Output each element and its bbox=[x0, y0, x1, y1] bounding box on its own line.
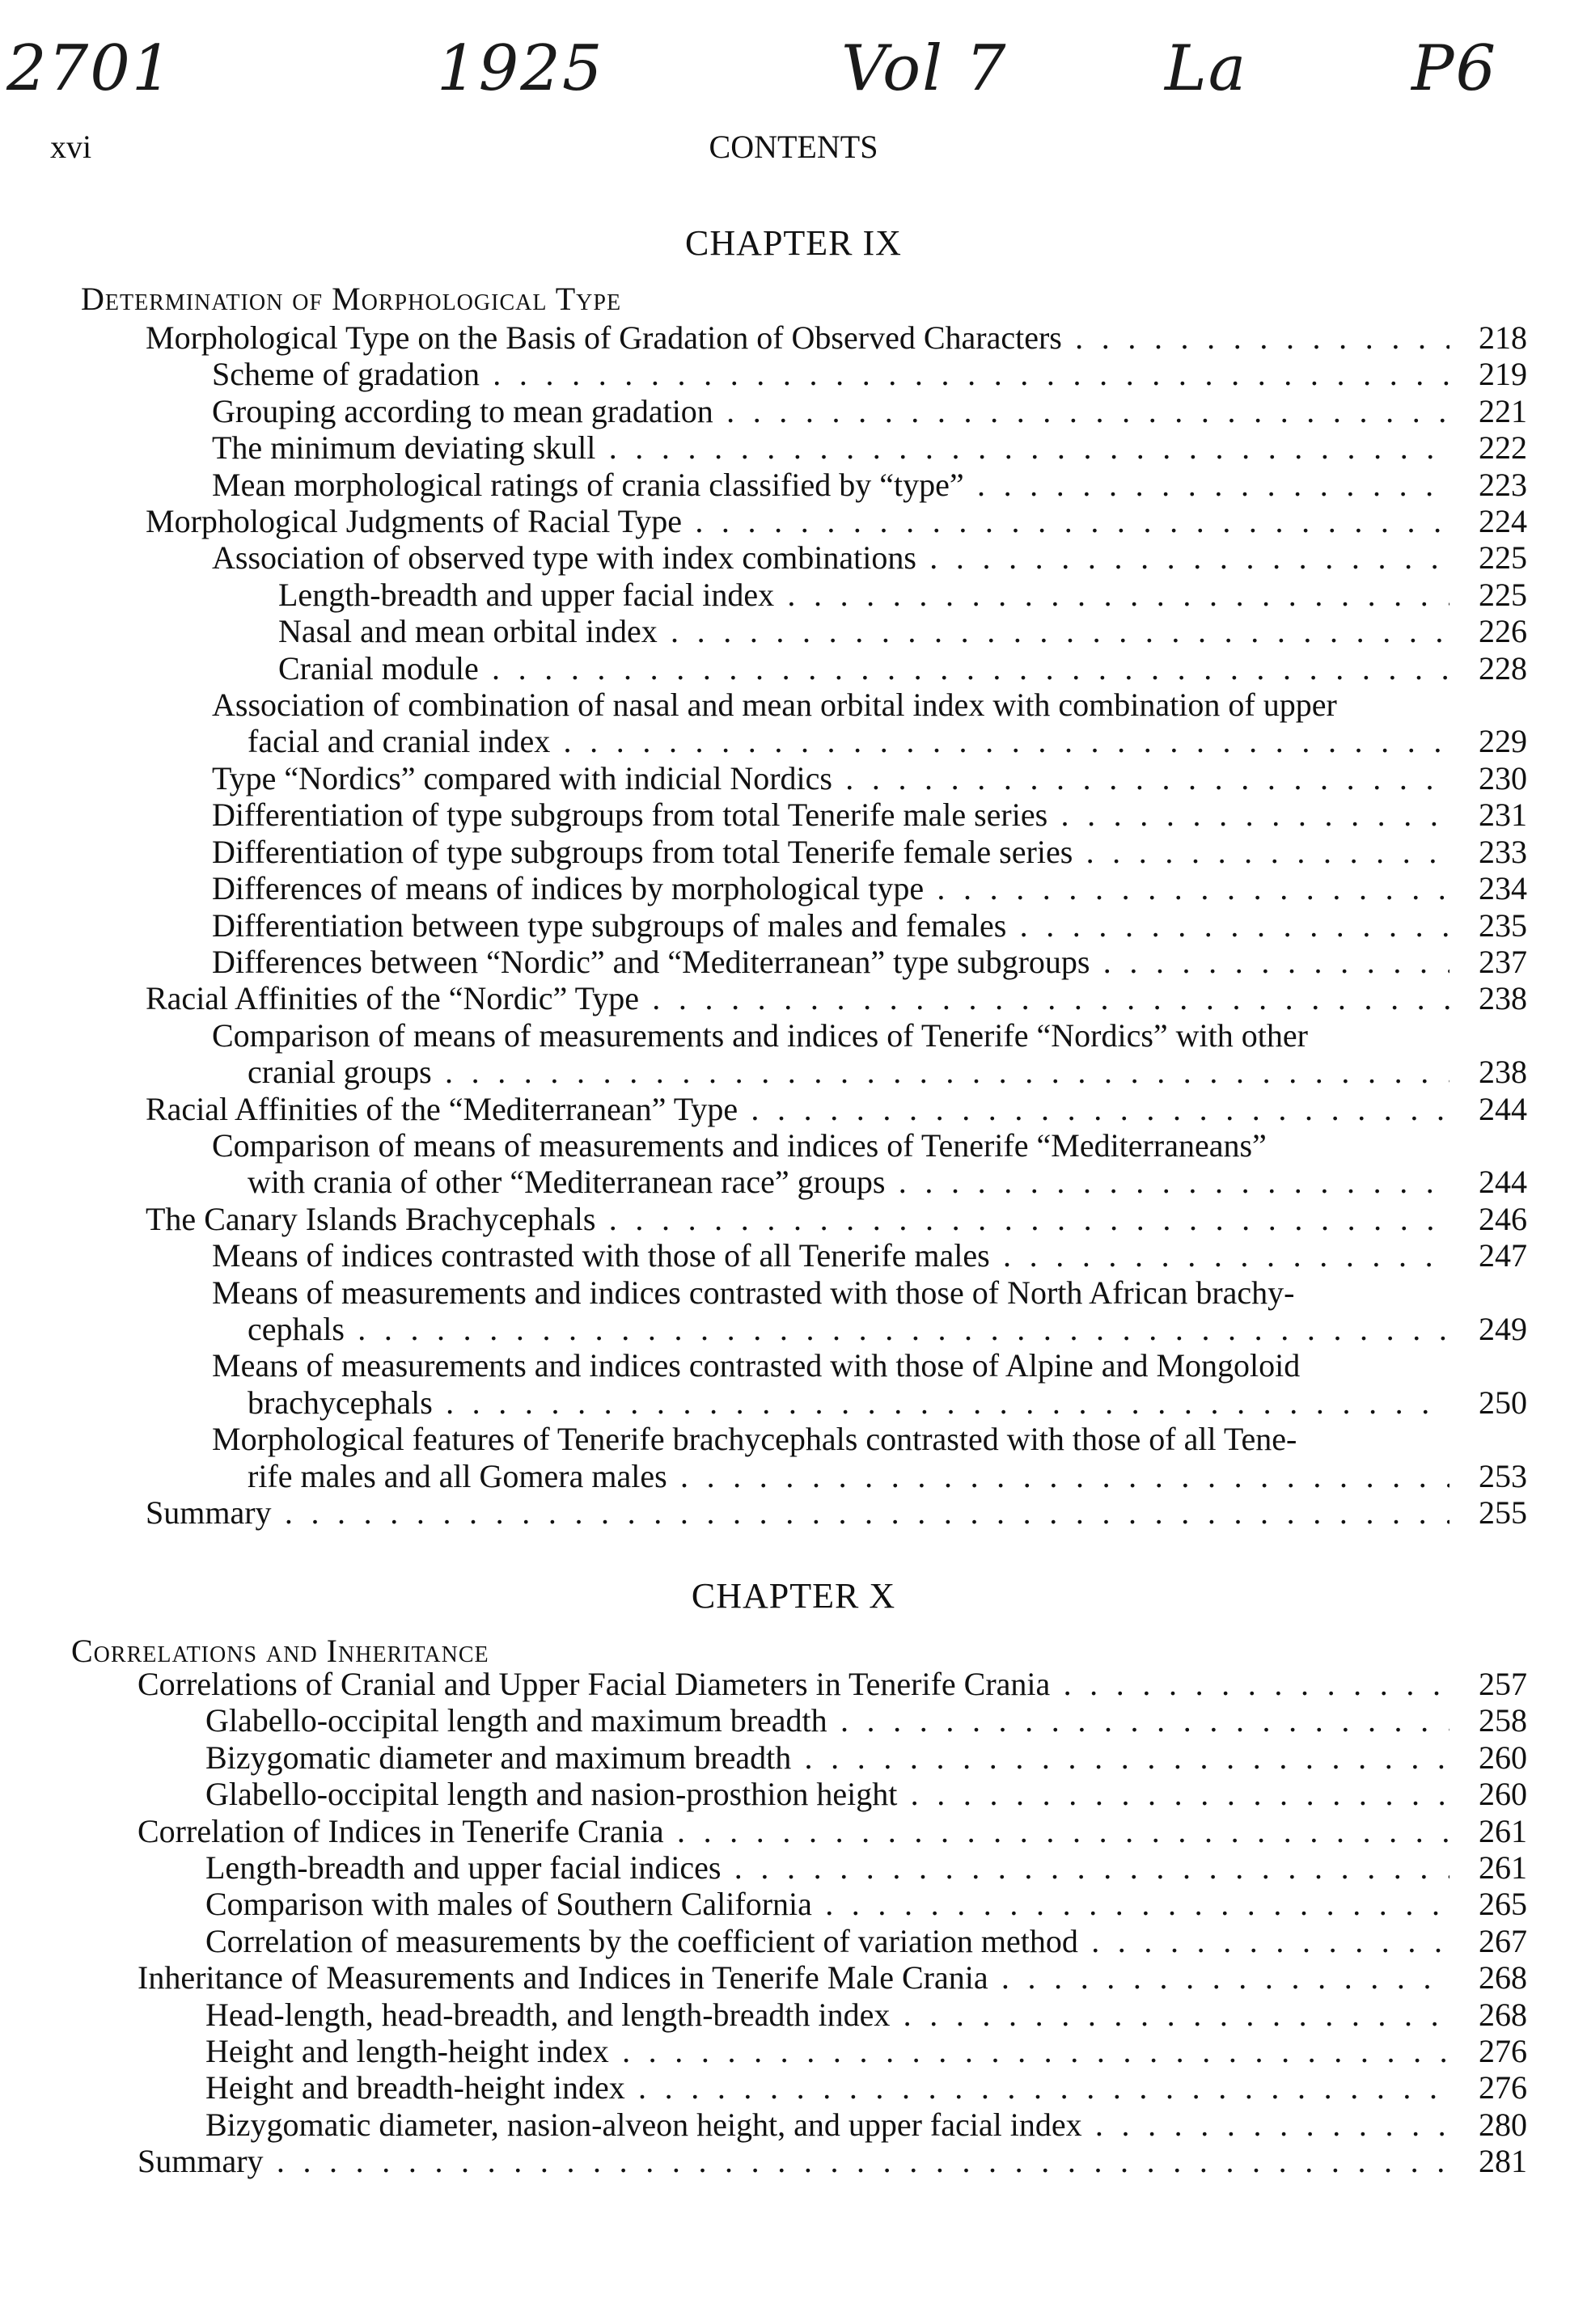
toc-entry-title: Glabello-occipital length and nasion-prosthion height . . . bbox=[205, 1776, 1449, 1812]
toc-entry-title: Differentiation between type subgroups of males and females . . . bbox=[212, 907, 1449, 944]
toc-entry-page: 258 bbox=[1479, 1702, 1527, 1739]
toc-entry bbox=[0, 1494, 1587, 1531]
page-folio: xvi bbox=[50, 129, 92, 165]
toc-entry bbox=[0, 613, 1587, 649]
toc-entry-title: Morphological Judgments of Racial Type . . . bbox=[146, 503, 1449, 539]
toc-entry-title: Summary . . . bbox=[138, 2143, 1449, 2179]
toc-entry bbox=[0, 1274, 1587, 1348]
toc-entry bbox=[0, 796, 1587, 833]
running-title: CONTENTS bbox=[709, 129, 878, 165]
toc-entry bbox=[0, 1997, 1587, 2033]
toc-entry bbox=[0, 1201, 1587, 1237]
handwritten-pages: P6 bbox=[1411, 32, 1498, 105]
chapter-ix-title: CHAPTER IX bbox=[685, 223, 902, 263]
toc-entry-title: Means of measurements and indices contrasted with those of Alpine and Mongoloid bbox=[212, 1347, 1301, 1384]
toc-entry-title: Means of measurements and indices contrasted with those of North African brachy- bbox=[212, 1274, 1295, 1311]
toc-entry-title: Correlation of Indices in Tenerife Crania . . . bbox=[138, 1813, 1449, 1849]
toc-entry-page: 223 bbox=[1479, 466, 1527, 503]
toc-entry-title: Bizygomatic diameter, nasion-alveon height, and upper facial index . . . bbox=[205, 2106, 1449, 2143]
toc-entry-page: 228 bbox=[1479, 649, 1527, 687]
toc-entry-title: Comparison of means of measurements and indices of Tenerife “Mediterraneans” bbox=[212, 1126, 1267, 1164]
toc-entry bbox=[0, 2033, 1587, 2069]
toc-entry-page: 280 bbox=[1479, 2106, 1527, 2143]
toc-entry-page: 221 bbox=[1479, 392, 1527, 429]
toc-entry-page: 268 bbox=[1479, 1959, 1527, 1997]
toc-entry bbox=[0, 870, 1587, 906]
toc-entry-page: 231 bbox=[1479, 796, 1527, 834]
toc-entry bbox=[0, 1666, 1587, 1702]
handwritten-year: 1925 bbox=[437, 32, 604, 105]
toc-entry-page: 225 bbox=[1479, 576, 1527, 613]
toc-entry-page: 238 bbox=[1479, 980, 1527, 1017]
toc-entry bbox=[0, 1091, 1587, 1127]
toc-entry-page: 253 bbox=[1479, 1457, 1527, 1494]
toc-entry-page: 261 bbox=[1479, 1849, 1527, 1887]
toc-entry-title: Head-length, head-breadth, and length-breadth index . . . bbox=[205, 1997, 1449, 2033]
toc-entry bbox=[0, 1923, 1587, 1959]
toc-entry bbox=[0, 980, 1587, 1016]
toc-entry bbox=[0, 834, 1587, 870]
toc-entry-page: 238 bbox=[1479, 1054, 1527, 1091]
toc-entry bbox=[0, 1702, 1587, 1739]
chapter-ix-section-heading: Determination of Morphological Type bbox=[81, 281, 622, 317]
toc-entry bbox=[0, 1886, 1587, 1922]
toc-entry-page: 226 bbox=[1479, 613, 1527, 650]
toc-entry-page: 230 bbox=[1479, 759, 1527, 796]
toc-entry-page: 237 bbox=[1479, 943, 1527, 980]
toc-entry-page: 265 bbox=[1479, 1886, 1527, 1923]
toc-entry-page: 246 bbox=[1479, 1200, 1527, 1237]
toc-entry-title: Glabello-occipital length and maximum breadth . . . bbox=[205, 1702, 1449, 1739]
toc-entry bbox=[0, 1813, 1587, 1849]
toc-entry bbox=[0, 687, 1587, 760]
toc-entry-page: 233 bbox=[1479, 833, 1527, 870]
toc-entry-title: Differences of means of indices by morphological type . . . bbox=[212, 870, 1449, 906]
toc-entry-page: 260 bbox=[1479, 1739, 1527, 1776]
toc-entry-title-continued: cephals . . . bbox=[248, 1311, 1449, 1347]
toc-entry-title: Length-breadth and upper facial index . . . bbox=[278, 577, 1449, 613]
toc-entry-title: Means of indices contrasted with those of all Tenerife males . . . bbox=[212, 1237, 1449, 1274]
toc-entry bbox=[0, 1017, 1587, 1091]
toc-entry-title: Cranial module . . . bbox=[278, 650, 1449, 687]
toc-entry-page: 255 bbox=[1479, 1494, 1527, 1531]
toc-entry-title: Correlations of Cranial and Upper Facial Diameters in Tenerife Crania . . . bbox=[138, 1666, 1449, 1702]
toc-entry bbox=[0, 650, 1587, 687]
toc-entry bbox=[0, 1959, 1587, 1996]
toc-entry-page: 229 bbox=[1479, 723, 1527, 760]
toc-entry-page: 219 bbox=[1479, 356, 1527, 393]
toc-entry-page: 247 bbox=[1479, 1237, 1527, 1274]
toc-entry-title: Comparison of means of measurements and indices of Tenerife “Nordics” with other bbox=[212, 1016, 1308, 1054]
handwritten-volume: Vol 7 bbox=[841, 32, 1008, 105]
toc-entry bbox=[0, 1739, 1587, 1776]
toc-entry bbox=[0, 944, 1587, 980]
toc-entry-page: 249 bbox=[1479, 1310, 1527, 1347]
toc-entry-title-continued: cranial groups . . . bbox=[248, 1054, 1449, 1090]
toc-entry-title: Type “Nordics” compared with indicial Nordics . . . bbox=[212, 760, 1449, 796]
toc-entry-title-continued: brachycephals . . . bbox=[248, 1384, 1449, 1421]
toc-entry-title: Comparison with males of Southern California . . . bbox=[205, 1886, 1449, 1922]
toc-entry-title: Correlation of measurements by the coefficient of variation method . . . bbox=[205, 1923, 1449, 1959]
handwritten-catalog-number: 2701 bbox=[6, 32, 174, 105]
chapter-x-section-heading: Correlations and Inheritance bbox=[71, 1633, 489, 1669]
toc-entry-page: 218 bbox=[1479, 319, 1527, 356]
toc-entry bbox=[0, 1127, 1587, 1201]
toc-entry-title: Association of combination of nasal and mean orbital index with combination of upper bbox=[212, 687, 1337, 724]
toc-entry-page: 234 bbox=[1479, 870, 1527, 907]
toc-entry bbox=[0, 429, 1587, 466]
toc-entry-title: Morphological Type on the Basis of Gradation of Observed Characters . . . bbox=[146, 319, 1449, 356]
toc-entry-title: Racial Affinities of the “Nordic” Type . . . bbox=[146, 980, 1449, 1016]
toc-entry-title: Differentiation of type subgroups from total Tenerife female series . . . bbox=[212, 834, 1449, 870]
toc-entry-page: 225 bbox=[1479, 539, 1527, 577]
toc-entry bbox=[0, 319, 1587, 356]
toc-entry bbox=[0, 467, 1587, 503]
toc-entry-title: Height and breadth-height index . . . bbox=[205, 2069, 1449, 2106]
toc-entry bbox=[0, 907, 1587, 944]
toc-entry bbox=[0, 2069, 1587, 2106]
toc-entry bbox=[0, 356, 1587, 392]
toc-entry bbox=[0, 1237, 1587, 1274]
toc-entry-title: Association of observed type with index combinations . . . bbox=[212, 539, 1449, 576]
chapter-x-title: CHAPTER X bbox=[691, 1576, 896, 1616]
toc-entry-page: 244 bbox=[1479, 1164, 1527, 1201]
toc-entry-title: Grouping according to mean gradation . . . bbox=[212, 393, 1449, 429]
toc-entry-title: The minimum deviating skull . . . bbox=[212, 429, 1449, 466]
toc-entry-title: Scheme of gradation . . . bbox=[212, 356, 1449, 392]
toc-entry-title-continued: facial and cranial index . . . bbox=[248, 723, 1449, 759]
toc-entry bbox=[0, 1421, 1587, 1494]
toc-entry bbox=[0, 2106, 1587, 2143]
toc-entry-page: 222 bbox=[1479, 429, 1527, 467]
toc-entry-page: 260 bbox=[1479, 1776, 1527, 1813]
toc-entry-title: Inheritance of Measurements and Indices in Tenerife Male Crania . . . bbox=[138, 1959, 1449, 1996]
toc-entry-page: 268 bbox=[1479, 1996, 1527, 2033]
chapter-ix-entries bbox=[0, 319, 1587, 1531]
toc-entry-page: 276 bbox=[1479, 2069, 1527, 2106]
toc-entry-page: 224 bbox=[1479, 503, 1527, 540]
toc-entry-page: 235 bbox=[1479, 906, 1527, 944]
toc-entry-page: 267 bbox=[1479, 1922, 1527, 1959]
toc-entry-page: 276 bbox=[1479, 2033, 1527, 2070]
toc-entry-title-continued: rife males and all Gomera males . . . bbox=[248, 1458, 1449, 1494]
toc-entry bbox=[0, 539, 1587, 576]
chapter-x-entries bbox=[0, 1666, 1587, 2180]
toc-entry-title: The Canary Islands Brachycephals . . . bbox=[146, 1201, 1449, 1237]
toc-entry-title-continued: with crania of other “Mediterranean race” groups . . . bbox=[248, 1164, 1449, 1200]
toc-entry bbox=[0, 577, 1587, 613]
toc-entry bbox=[0, 760, 1587, 796]
toc-entry bbox=[0, 1776, 1587, 1812]
toc-entry-title: Bizygomatic diameter and maximum breadth . . . bbox=[205, 1739, 1449, 1776]
toc-entry bbox=[0, 2143, 1587, 2179]
toc-entry-page: 281 bbox=[1479, 2143, 1527, 2180]
toc-entry bbox=[0, 1347, 1587, 1421]
toc-entry bbox=[0, 393, 1587, 429]
toc-entry-title: Mean morphological ratings of crania classified by “type” . . . bbox=[212, 467, 1449, 503]
toc-entry bbox=[0, 503, 1587, 539]
handwritten-initials: La bbox=[1165, 32, 1248, 105]
toc-entry-title: Racial Affinities of the “Mediterranean” Type . . . bbox=[146, 1091, 1449, 1127]
toc-entry-page: 261 bbox=[1479, 1812, 1527, 1849]
toc-entry-title: Differentiation of type subgroups from total Tenerife male series . . . bbox=[212, 796, 1449, 833]
toc-entry-title: Nasal and mean orbital index . . . bbox=[278, 613, 1449, 649]
toc-entry-page: 257 bbox=[1479, 1666, 1527, 1702]
toc-entry-title: Morphological features of Tenerife brachycephals contrasted with those of all Tene- bbox=[212, 1421, 1297, 1458]
toc-entry-title: Height and length-height index . . . bbox=[205, 2033, 1449, 2069]
toc-entry-page: 244 bbox=[1479, 1090, 1527, 1127]
toc-entry-page: 250 bbox=[1479, 1384, 1527, 1421]
toc-entry-title: Differences between “Nordic” and “Mediterranean” type subgroups . . . bbox=[212, 944, 1449, 980]
toc-entry-title: Summary . . . bbox=[146, 1494, 1449, 1531]
toc-entry-title: Length-breadth and upper facial indices . . . bbox=[205, 1849, 1449, 1886]
toc-entry bbox=[0, 1849, 1587, 1886]
